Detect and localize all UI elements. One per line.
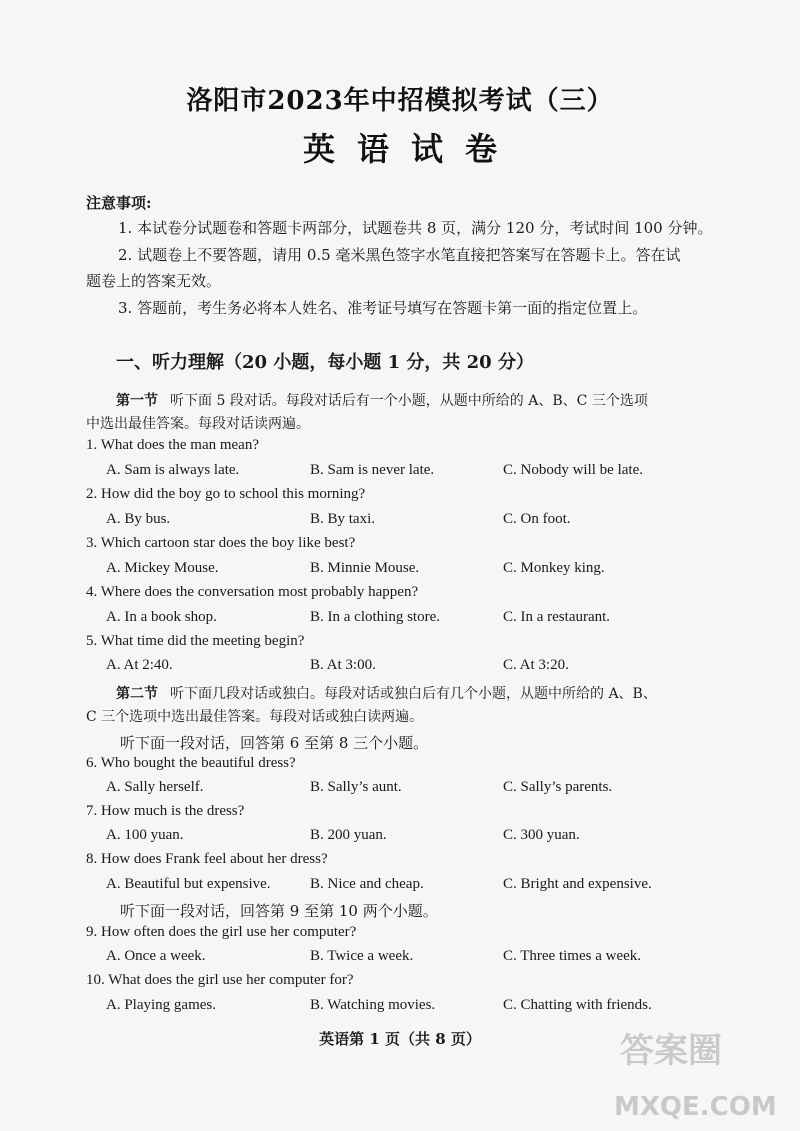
question-10: 10. What does the girl use her computer for? [86, 972, 354, 988]
notes-heading: 注意事项: [86, 194, 152, 212]
question-3-option-a: A. Mickey Mouse. [106, 560, 219, 576]
question-9: 9. How often does the girl use her computer? [86, 924, 357, 940]
question-1-option-c: C. Nobody will be late. [503, 462, 643, 478]
exam-title: 洛阳市2023年中招模拟考试（三） [186, 86, 614, 116]
watermark-logo [608, 1007, 778, 1127]
question-2-option-c: C. On foot. [503, 511, 571, 527]
watermark-line1: 答案圈 [620, 1031, 722, 1071]
question-5-option-c: C. At 3:20. [503, 657, 569, 673]
question-5-option-a: A. At 2:40. [106, 657, 173, 673]
part2-label: 第二节 [116, 686, 158, 702]
question-4-option-a: A. In a book shop. [106, 609, 217, 625]
question-9-option-a: A. Once a week. [106, 948, 206, 964]
section-heading: 一、听力理解（20 小题，每小题 1 分，共 20 分） [116, 352, 534, 373]
question-9-option-c: C. Three times a week. [503, 948, 642, 964]
subject-title: 英语试卷 [302, 130, 519, 168]
question-6: 6. Who bought the beautiful dress? [86, 755, 296, 771]
question-10-option-b: B. Watching movies. [310, 997, 436, 1013]
sub-intro-6-8: 听下面一段对话，回答第 6 至第 8 三个小题。 [120, 734, 429, 752]
question-4-option-c: C. In a restaurant. [503, 609, 611, 625]
question-1-option-a: A. Sam is always late. [106, 462, 240, 478]
question-7-option-c: C. 300 yuan. [503, 827, 580, 843]
question-10-option-a: A. Playing games. [106, 997, 216, 1013]
question-7-option-a: A. 100 yuan. [106, 827, 184, 843]
question-3-option-c: C. Monkey king. [503, 560, 605, 576]
note-item-2: 2. 试题卷上不要答题，请用 0.5 毫米黑色签字水笔直接把答案写在答题卡上。答在试 [118, 246, 681, 264]
watermark-line2: MXQE.COM [614, 1092, 777, 1122]
question-4: 4. Where does the conversation most probably happen? [86, 584, 419, 600]
part1-instruction [116, 390, 648, 410]
note-item-2-cont: 题卷上的答案无效。 [86, 272, 222, 290]
question-6-option-a: A. Sally herself. [106, 779, 204, 795]
note-item-3: 3. 答题前，考生务必将本人姓名、准考证号填写在答题卡第一面的指定位置上。 [118, 299, 648, 317]
question-6-option-b: B. Sally’s aunt. [310, 779, 402, 795]
question-8-option-b: B. Nice and cheap. [310, 876, 424, 892]
note-item-1: 1. 本试卷分试题卷和答题卡两部分，试题卷共 8 页，满分 120 分，考试时间 100 分钟。 [118, 219, 713, 237]
question-10-option-c: C. Chatting with friends. [503, 997, 652, 1013]
question-2: 2. How did the boy go to school this morning? [86, 486, 366, 502]
question-7-option-b: B. 200 yuan. [310, 827, 387, 843]
question-1-option-b: B. Sam is never late. [310, 462, 435, 478]
question-7: 7. How much is the dress? [86, 803, 245, 819]
part2-instruction-line1: 听下面几段对话或独白。每段对话或独白后有几个小题，从题中所给的 A、B、 [170, 686, 657, 702]
question-3-option-b: B. Minnie Mouse. [310, 560, 420, 576]
part2-instruction [116, 683, 657, 703]
question-5: 5. What time did the meeting begin? [86, 633, 305, 649]
question-6-option-c: C. Sally’s parents. [503, 779, 613, 795]
part1-label: 第一节 [116, 393, 158, 409]
question-3: 3. Which cartoon star does the boy like best? [86, 535, 356, 551]
question-8-option-a: A. Beautiful but expensive. [106, 876, 271, 892]
page-footer: 英语第 1 页（共 8 页） [319, 1030, 481, 1048]
part1-instruction-line1: 听下面 5 段对话。每段对话后有一个小题，从题中所给的 A、B、C 三个选项 [170, 393, 648, 409]
question-2-option-b: B. By taxi. [310, 511, 376, 527]
sub-intro-9-10: 听下面一段对话，回答第 9 至第 10 两个小题。 [120, 902, 438, 920]
part1-instruction-line2: 中选出最佳答案。每段对话读两遍。 [86, 416, 310, 432]
question-1: 1. What does the man mean? [86, 437, 259, 453]
question-5-option-b: B. At 3:00. [310, 657, 376, 673]
question-2-option-a: A. By bus. [106, 511, 171, 527]
question-9-option-b: B. Twice a week. [310, 948, 414, 964]
part2-instruction-line2: C 三个选项中选出最佳答案。每段对话或独白读两遍。 [86, 709, 424, 725]
question-8: 8. How does Frank feel about her dress? [86, 851, 328, 867]
question-4-option-b: B. In a clothing store. [310, 609, 440, 625]
question-8-option-c: C. Bright and expensive. [503, 876, 652, 892]
